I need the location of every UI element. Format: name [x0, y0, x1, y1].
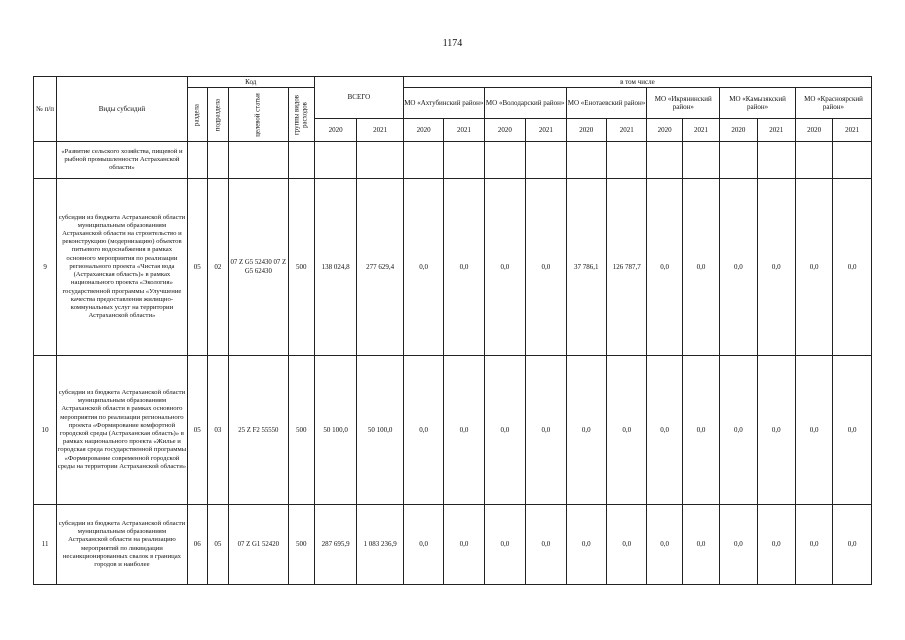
- year-header: 2021: [526, 119, 566, 142]
- district-value-cell: 0,0: [566, 356, 606, 505]
- code-group: 500: [288, 179, 314, 356]
- code-razdel: 05: [187, 179, 207, 356]
- district-value-cell: 0,0: [720, 356, 757, 505]
- district-value-cell: 0,0: [720, 505, 757, 585]
- table-row: [34, 505, 872, 585]
- code-podrazdel: 05: [207, 505, 228, 585]
- page-number: 1174: [442, 38, 463, 49]
- row-number: [34, 142, 57, 179]
- district-value-cell: 0,0: [403, 505, 443, 585]
- total-value-cell: 287 695,9: [314, 505, 356, 585]
- year-header: 2020: [720, 119, 757, 142]
- code-podrazdel: 02: [207, 179, 228, 356]
- year-header: 2020: [484, 119, 525, 142]
- header-district-krasnoyarsky: МО «Красноярский район»: [795, 88, 871, 119]
- row-number: 11: [34, 505, 57, 585]
- subsidies-table: [33, 76, 872, 585]
- total-value-cell: 277 629,4: [357, 179, 404, 356]
- district-value-cell: [526, 142, 566, 179]
- year-header: 2021: [682, 119, 719, 142]
- district-value-cell: 0,0: [647, 179, 682, 356]
- district-value-cell: 0,0: [606, 356, 646, 505]
- year-header: 2020: [566, 119, 606, 142]
- code-group: 500: [288, 505, 314, 585]
- table-body: [34, 142, 872, 585]
- code-podrazdel: [207, 142, 228, 179]
- year-header: 2021: [444, 119, 484, 142]
- district-value-cell: [606, 142, 646, 179]
- subsidy-description: субсидии из бюджета Астраханской области муниципальным образованиям Астраханской области в рамках основного мероприятия по реализации регионального проекта «Формирование комфортной городской среды (Астраханская область)» в рамках национального проекта «Жилье и городская среда государственной программы «Формирование современной городской среды на территории Астраханской области»: [57, 356, 187, 505]
- subsidy-description: субсидии из бюджета Астраханской области муниципальным образованиям Астраханской области на реализацию мероприятий по ликвидации несанкционированных свалок в границах городов и наиболее: [57, 505, 187, 585]
- year-header: 2021: [357, 119, 404, 142]
- district-value-cell: 0,0: [682, 179, 719, 356]
- code-target: 07 Z G1 52420: [229, 505, 289, 585]
- district-value-cell: [484, 142, 525, 179]
- code-podrazdel: 03: [207, 356, 228, 505]
- header-total: ВСЕГО: [314, 77, 403, 119]
- header-subsidy-type: Виды субсидий: [57, 77, 187, 142]
- code-group: 500: [288, 356, 314, 505]
- district-value-cell: 0,0: [720, 179, 757, 356]
- district-value-cell: 0,0: [795, 356, 832, 505]
- year-header: 2021: [757, 119, 795, 142]
- district-value-cell: [682, 142, 719, 179]
- table-row: [34, 356, 872, 505]
- total-value-cell: 1 083 236,9: [357, 505, 404, 585]
- district-value-cell: 0,0: [484, 505, 525, 585]
- row-number: 9: [34, 179, 57, 356]
- total-value-cell: [357, 142, 404, 179]
- district-value-cell: 0,0: [833, 505, 872, 585]
- code-group: [288, 142, 314, 179]
- header-district-kamyzyaksky: МО «Камызякский район»: [720, 88, 796, 119]
- header-including: в том числе: [403, 77, 871, 88]
- header-district-akhtubinsky: МО «Ахтубинский район»: [403, 88, 484, 119]
- district-value-cell: 0,0: [566, 505, 606, 585]
- district-value-cell: 0,0: [757, 356, 795, 505]
- code-razdel: [187, 142, 207, 179]
- district-value-cell: 0,0: [682, 505, 719, 585]
- header-code: Код: [187, 77, 314, 88]
- district-value-cell: 0,0: [526, 179, 566, 356]
- header-code-group: группы видов расходов: [288, 88, 314, 142]
- header-number: № п/п: [34, 77, 57, 142]
- year-header: 2020: [403, 119, 443, 142]
- district-value-cell: 0,0: [606, 505, 646, 585]
- header-code-razdel: раздела: [187, 88, 207, 142]
- header-district-ikryaninsky: МО «Икрянинский район»: [647, 88, 720, 119]
- year-header: 2020: [647, 119, 682, 142]
- district-value-cell: 0,0: [833, 356, 872, 505]
- district-value-cell: [720, 142, 757, 179]
- district-value-cell: 0,0: [682, 356, 719, 505]
- district-value-cell: 0,0: [403, 356, 443, 505]
- district-value-cell: [403, 142, 443, 179]
- district-value-cell: 0,0: [526, 505, 566, 585]
- header-district-volodarsky: МО «Володарский район»: [484, 88, 566, 119]
- district-value-cell: 0,0: [795, 505, 832, 585]
- district-value-cell: 0,0: [647, 356, 682, 505]
- header-code-podrazdel: подраздела: [207, 88, 228, 142]
- year-header: 2020: [795, 119, 832, 142]
- table-row: [34, 142, 872, 179]
- total-value-cell: 50 100,0: [357, 356, 404, 505]
- district-value-cell: [647, 142, 682, 179]
- district-value-cell: 0,0: [484, 179, 525, 356]
- subsidy-description: субсидии из бюджета Астраханской области муниципальным образованиям Астраханской области на строительство и реконструкцию (модернизацию) объектов питьевого водоснабжения в рамках основного мероприятия по реализации регионального проекта «Чистая вода (Астраханская область)» в рамках национального проекта «Экология» государственной программы «Улучшение качества предоставления жилищно-коммунальных услуг на территории Астраханской области»: [57, 179, 187, 356]
- district-value-cell: [444, 142, 484, 179]
- district-value-cell: 0,0: [444, 505, 484, 585]
- district-value-cell: [566, 142, 606, 179]
- district-value-cell: [757, 142, 795, 179]
- district-value-cell: 126 787,7: [606, 179, 646, 356]
- total-value-cell: [314, 142, 356, 179]
- code-target: 25 Z F2 55550: [229, 356, 289, 505]
- district-value-cell: [833, 142, 872, 179]
- year-header: 2021: [833, 119, 872, 142]
- year-header: 2020: [314, 119, 356, 142]
- district-value-cell: 0,0: [647, 505, 682, 585]
- total-value-cell: 50 100,0: [314, 356, 356, 505]
- header-code-target: целевой статьи: [229, 88, 289, 142]
- district-value-cell: 0,0: [444, 356, 484, 505]
- code-razdel: 05: [187, 356, 207, 505]
- district-value-cell: 0,0: [833, 179, 872, 356]
- district-value-cell: [795, 142, 832, 179]
- table-row: [34, 179, 872, 356]
- district-value-cell: 0,0: [526, 356, 566, 505]
- district-value-cell: 0,0: [444, 179, 484, 356]
- district-value-cell: 0,0: [484, 356, 525, 505]
- district-value-cell: 0,0: [403, 179, 443, 356]
- header-district-enotaevsky: МО «Енотаевский район»: [566, 88, 647, 119]
- district-value-cell: 0,0: [795, 179, 832, 356]
- district-value-cell: 37 786,1: [566, 179, 606, 356]
- code-target: [229, 142, 289, 179]
- code-razdel: 06: [187, 505, 207, 585]
- row-number: 10: [34, 356, 57, 505]
- district-value-cell: 0,0: [757, 505, 795, 585]
- district-value-cell: 0,0: [757, 179, 795, 356]
- total-value-cell: 138 024,8: [314, 179, 356, 356]
- code-target: 07 Z G5 52430 07 Z G5 62430: [229, 179, 289, 356]
- year-header: 2021: [606, 119, 646, 142]
- subsidy-description: «Развитие сельского хозяйства, пищевой и рыбной промышленности Астраханской области»: [57, 142, 187, 179]
